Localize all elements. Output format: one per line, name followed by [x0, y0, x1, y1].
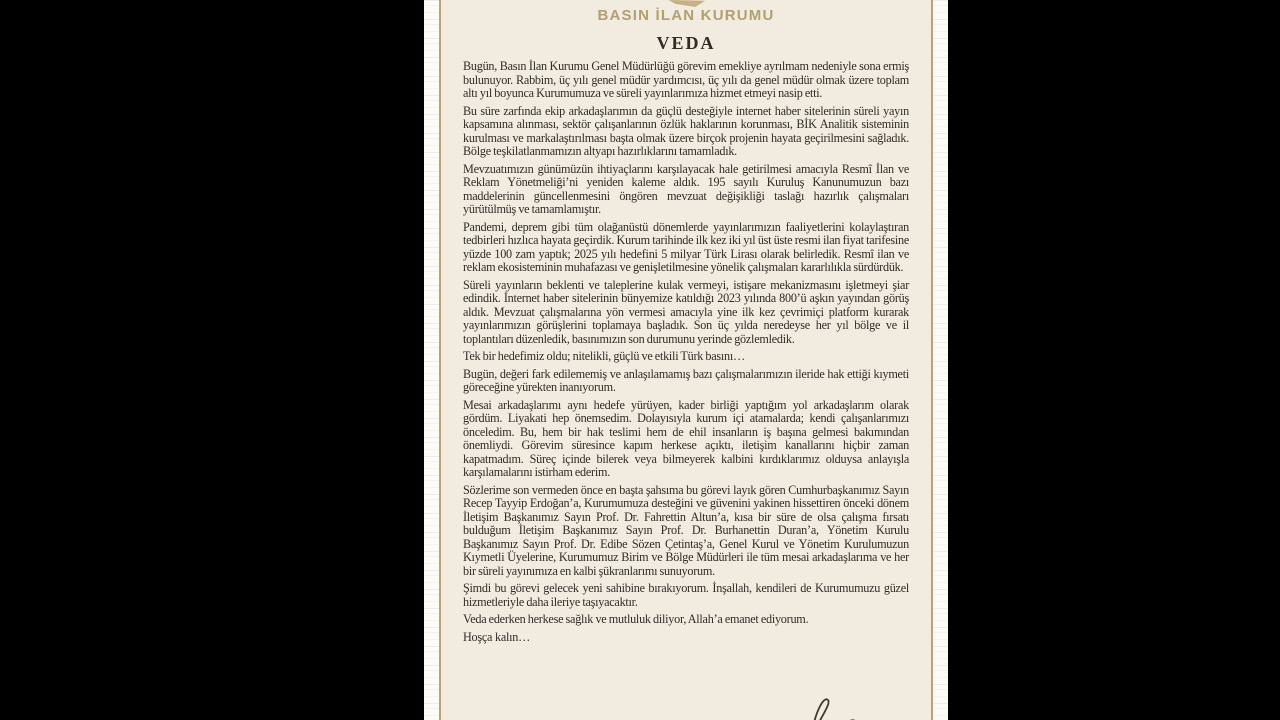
bik-logo-icon [667, 0, 705, 7]
letter-paragraph: Bugün, Basın İlan Kurumu Genel Müdürlüğü görevim emekliye ayrılmam nedeniyle sona ermiş bulunuyor. Rabbim, üç yılı genel müdür yardımcısı, üç yılı da genel müdür olmak üzere toplam altı yıl boyunca Kurumumuza ve süreli yayınlarımıza hizmet etmeyi nasip etti. [463, 59, 909, 100]
letter-paragraph: Pandemi, deprem gibi tüm olağanüstü dönemlerde yayınlarımızın faaliyetlerini kolaylaştıran tedbirleri hızlıca hayata geçirdik. Kurum tarihinde ilk kez iki yıl üst üste resmi ilan fiyat tarifesine yüzde 100 zam yaptık; 2025 yılı hedefini 5 milyar Türk Lirası olarak belirledik. Resmî ilan ve reklam ekosisteminin muhafazası ve genişletilmesine yönelik çalışmaları kararlılıkla sürdürdük. [463, 219, 909, 274]
closing-line: Hoşça kalın… [463, 629, 531, 644]
organization-name: BASIN İLAN KURUMU [597, 7, 775, 24]
watermark-pattern-left [424, 0, 439, 720]
letter-paragraph: Bugün, değeri fark edilememiş ve anlaşılamamış bazı çalışmalarımızın ileride hak ettiği kıymeti göreceğine yürekten inanıyorum. [463, 366, 909, 394]
letter-paragraph: Şimdi bu görevi gelecek yeni sahibine bırakıyorum. İnşallah, kendileri de Kurumumuzu güzel hizmetleriyle daha ileriye taşıyacaktır. [463, 581, 909, 609]
letter-paragraph: Tek bir hedefimiz oldu; nitelikli, güçlü ve etkili Türk basını… [463, 349, 745, 363]
letter-title: VEDA [656, 33, 716, 53]
letter-paragraph: Veda ederken herkese sağlık ve mutluluk diliyor, Allah’a emanet ediyorum. [463, 612, 809, 626]
letter-paragraph: Mevzuatımızın günümüzün ihtiyaçlarını karşılayacak hale getirilmesi amacıyla Resmî İlan ve Reklam Yönetmeliği’ni yeniden kaleme aldık. 195 sayılı Kuruluş Kanunumuzun bazı maddelerinin güncellenmesini öngören mevzuat değişikliği taslağı hazırlık çalışmaları yürütülmüş ve tamamlamıştır. [463, 161, 909, 216]
farewell-letter-document [424, 0, 948, 720]
letter-paragraph: Süreli yayınların beklenti ve taleplerine kulak vermeyi, istişare mekanizmasını işletmeyi şiar edindik. İnternet haber sitelerinin bünyemize katıldığı 2023 yılında 800’ü aşkın yayından görüş aldık. Mevzuat çalışmalarına yön vermesi amacıyla yine ilk kez çevrimiçi platform kurarak yayınlarımızın görüşlerini toplamaya başladık. Son üç yılda neredeyse her yıl bölge ve il toplantıları düzenledik, basınımızın son durumunu yerinde gözlemledik. [463, 277, 909, 346]
letter-paragraph: Mesai arkadaşlarımı aynı hedefe yürüyen, kader birliği yaptığım yol arkadaşlarım olarak gördüm. Liyakati hep önemsedim. Dolayısıyla kurum içi atamalarda; kendi çalışanlarımızı önceledim. Bu, hem bir hak teslimi hem de ehil insanların iş başına gelmesi bakımından önemliydi. Görevim süresince kapım herkese açıktı, iletişim kanallarını hiçbir zaman kapatmadım. Süreç içinde bilerek veya bilmeyerek kalbini kırdıklarımız olduysa anlayışla karşılamalarını istirham ederim. [463, 397, 909, 479]
signature-scribble [790, 688, 890, 720]
letter-paper [439, 0, 933, 720]
letter-body [463, 60, 909, 627]
letter-paragraph: Sözlerime son vermeden önce en başta şahsıma bu görevi layık gören Cumhurbaşkanımız Sayın Recep Tayyip Erdoğan’a, Kurumumuza desteğini ve güvenini yakinen hissettiren önceki dönem İletişim Başkanımız Sayın Prof. Dr. Fahrettin Altun’a, kısa bir süre de olsa çalışma fırsatı bulduğum İletişim Başkanımız Sayın Prof. Dr. Burhanettin Duran’a, Yönetim Kurulu Başkanımız Sayın Prof. Dr. Edibe Sözen Çetintaş’a, Genel Kurul ve Yönetim Kurulumuzun Kıymetli Üyelerine, Kurumumuz Birim ve Bölge Müdürleri ile tüm mesai arkadaşlarıma ve her bir süreli yayınımıza en kalbi şükranlarımı sunuyorum. [463, 482, 909, 578]
watermark-pattern-right [933, 0, 948, 720]
letter-paragraph: Bu süre zarfında ekip arkadaşlarımın da güçlü desteğiyle internet haber sitelerinin süreli yayın kapsamına alınması, sektör çalışanlarının özlük haklarının korunması, BİK Analitik sisteminin kurulması ve markalaştırılması başta olmak üzere birçok projenin hayata geçirilmesini sağladık. Bölge teşkilatlanmamızın altyapı hazırlıklarını tamamladık. [463, 103, 909, 158]
